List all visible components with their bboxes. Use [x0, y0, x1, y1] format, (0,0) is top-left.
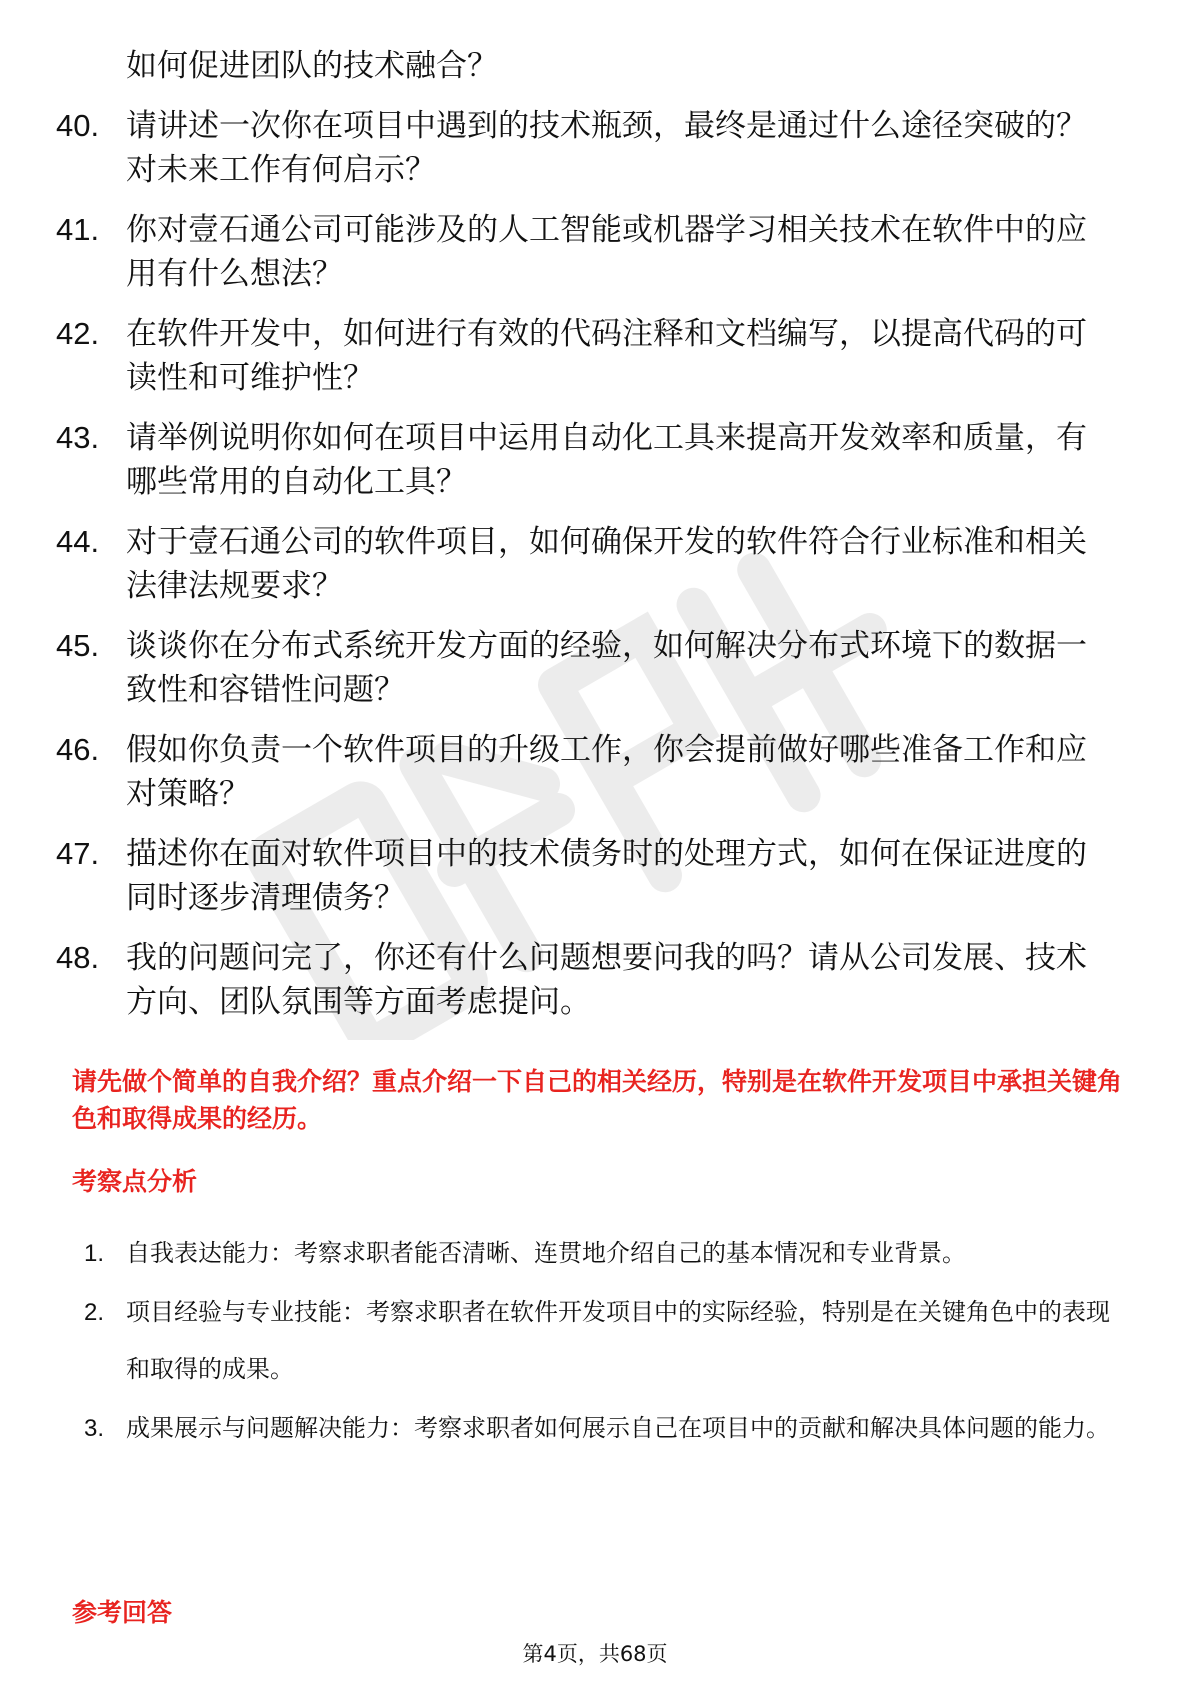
question-number: 41.: [56, 212, 100, 247]
analysis-list: [84, 1225, 1119, 1459]
analysis-item: [84, 1284, 1119, 1398]
analysis-number: 1.: [84, 1240, 105, 1267]
question-text: 在软件开发中，如何进行有效的代码注释和文档编写，以提高代码的可读性和可维护性？: [126, 316, 1087, 396]
analysis-number: 2.: [84, 1299, 105, 1326]
analysis-number: 3.: [84, 1415, 105, 1442]
question-text: 请讲述一次你在项目中遇到的技术瓶颈，最终是通过什么途径突破的？对未来工作有何启示？: [126, 108, 1087, 188]
question-number: 43.: [56, 420, 100, 455]
question-number: 48.: [56, 940, 100, 975]
question-text: 描述你在面对软件项目中的技术债务时的处理方式，如何在保证进度的同时逐步清理债务？: [126, 836, 1087, 916]
question-number: 46.: [56, 732, 100, 767]
question-text: 谈谈你在分布式系统开发方面的经验，如何解决分布式环境下的数据一致性和容错性问题？: [126, 628, 1087, 708]
question-item-42: [56, 312, 1116, 400]
question-item-47: [56, 832, 1116, 920]
question-item-43: [56, 416, 1116, 504]
question-item-46: [56, 728, 1116, 816]
page-footer: 第4页，共68页: [522, 1642, 668, 1666]
question-list: [56, 44, 1116, 1040]
question-text: 我的问题问完了，你还有什么问题想要问我的吗？请从公司发展、技术方向、团队氛围等方面考虑提问。: [126, 940, 1087, 1020]
question-text: 你对壹石通公司可能涉及的人工智能或机器学习相关技术在软件中的应用有什么想法？: [126, 212, 1087, 292]
answer-heading: 参考回答: [72, 1598, 173, 1627]
question-text: 请举例说明你如何在项目中运用自动化工具来提高开发效率和质量，有哪些常用的自动化工具？: [126, 420, 1087, 500]
analysis-heading: 考察点分析: [72, 1167, 198, 1196]
analysis-item: [84, 1400, 1119, 1457]
question-text: 假如你负责一个软件项目的升级工作，你会提前做好哪些准备工作和应对策略？: [126, 732, 1087, 812]
question-item-44: [56, 520, 1116, 608]
analysis-text: 成果展示与问题解决能力：考察求职者如何展示自己在项目中的贡献和解决具体问题的能力。: [126, 1414, 1110, 1442]
analysis-text: 项目经验与专业技能：考察求职者在软件开发项目中的实际经验，特别是在关键角色中的表现和取得的成果。: [126, 1298, 1110, 1383]
question-number: 40.: [56, 108, 100, 143]
question-number: 44.: [56, 524, 100, 559]
question-number: 45.: [56, 628, 100, 663]
question-item-45: [56, 624, 1116, 712]
question-number: 42.: [56, 316, 100, 351]
analysis-item: [84, 1225, 1119, 1282]
analysis-text: 自我表达能力：考察求职者能否清晰、连贯地介绍自己的基本情况和专业背景。: [126, 1239, 966, 1267]
question-text: 对于壹石通公司的软件项目，如何确保开发的软件符合行业标准和相关法律法规要求？: [126, 524, 1087, 604]
question-item-41: [56, 208, 1116, 296]
question-item-48: [56, 936, 1116, 1024]
question-continuation: 如何促进团队的技术融合？: [126, 48, 498, 84]
question-item-40: [56, 104, 1116, 192]
featured-question: 请先做个简单的自我介绍？重点介绍一下自己的相关经历，特别是在软件开发项目中承担关键角色和取得成果的经历。: [72, 1067, 1123, 1133]
question-number: 47.: [56, 836, 100, 871]
